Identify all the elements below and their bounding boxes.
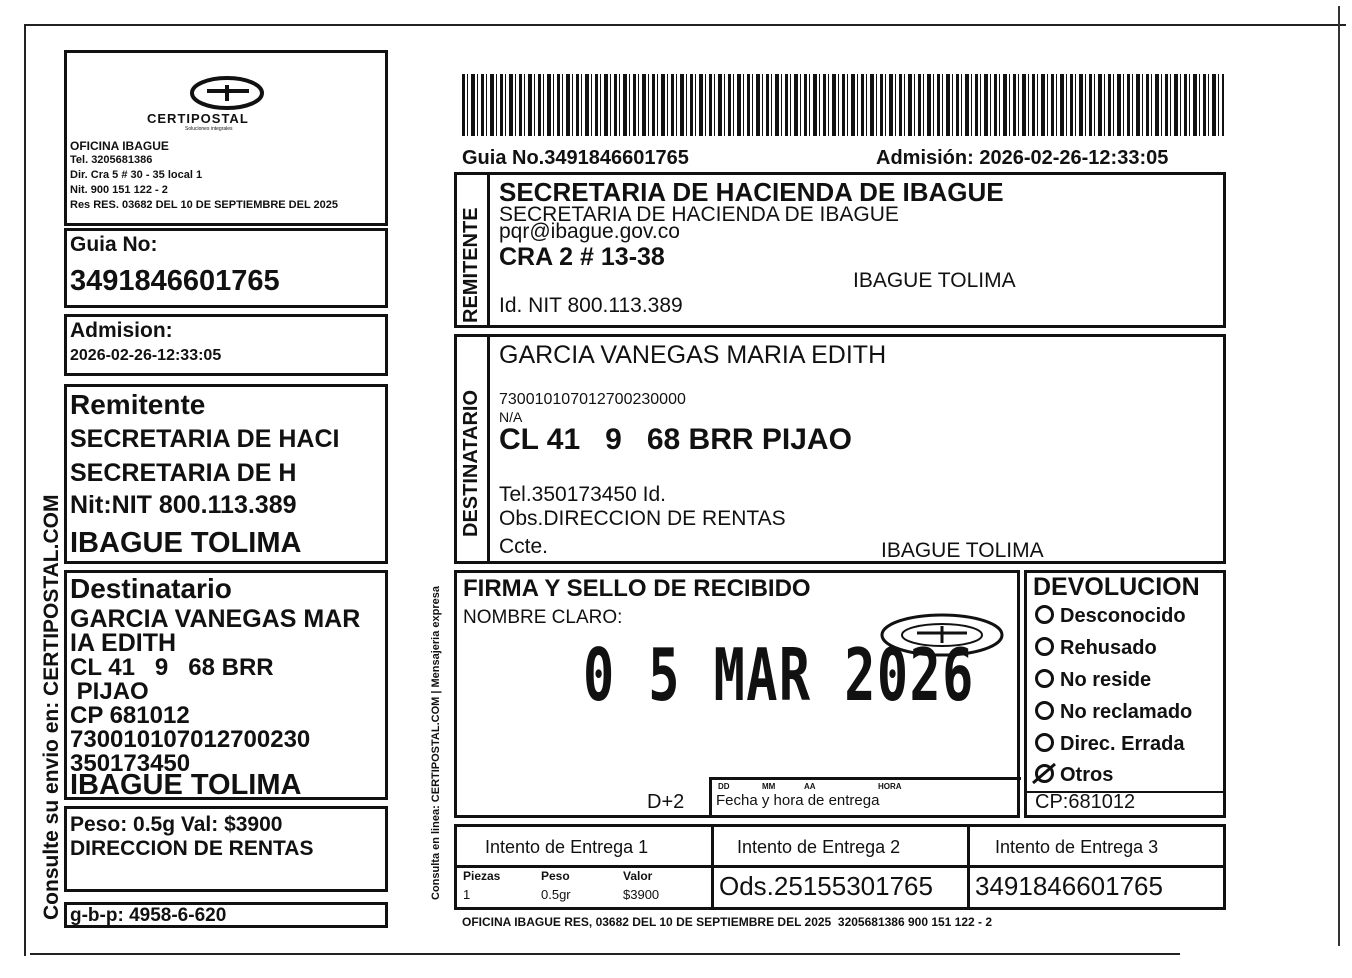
valor-label: Valor (623, 869, 653, 883)
remitente-left-box (64, 384, 388, 564)
peso-label: Peso (541, 869, 570, 883)
admision-box (64, 314, 388, 376)
guia-label: Guia No: (70, 233, 158, 256)
remitente-left-title: Remitente (70, 389, 206, 420)
destinatario-left-line6: 730010107012700230 (70, 726, 311, 753)
peso-box (64, 806, 388, 892)
remitente-box (454, 172, 1226, 328)
certipostal-logo-icon (189, 75, 265, 111)
intentos-guia-number: 3491846601765 (975, 871, 1163, 901)
remitente-id: Id. NIT 800.113.389 (499, 294, 683, 317)
devolucion-box (1024, 570, 1226, 818)
destinatario-left-line5: CP 681012 (70, 702, 190, 729)
remitente-left-line1: SECRETARIA DE HACI (70, 425, 340, 453)
remitente-address: CRA 2 # 13-38 (499, 243, 665, 271)
radio-icon (1035, 733, 1054, 752)
intentos-box (454, 824, 1226, 910)
destinatario-left-line3: CL 41 9 68 BRR (70, 654, 274, 681)
destinatario-left-line7: 350173450 (70, 750, 191, 777)
destinatario-code: 730010107012700230000 (499, 391, 686, 408)
devolucion-cp: CP:681012 (1035, 791, 1136, 813)
consulta-linea-side-text: Consulta en linea: CERTIPOSTAL.COM | Mensajeria expresa (430, 585, 442, 900)
office-dir: Dir. Cra 5 # 30 - 35 local 1 (70, 169, 203, 181)
peso-line1: Peso: 0.5g Val: $3900 (70, 813, 283, 836)
barcode (462, 74, 1224, 136)
devolucion-option-direc-errada[interactable]: Direc. Errada (1035, 733, 1185, 756)
logo-text: CERTIPOSTAL (147, 111, 249, 126)
remitente-name2: SECRETARIA DE HACIENDA DE IBAGUE (499, 203, 899, 226)
bottom-rule (30, 953, 1180, 955)
radio-icon (1035, 637, 1054, 656)
valor-value: $3900 (623, 887, 660, 902)
remitente-email: pqr@ibague.gov.co (499, 220, 680, 243)
header-admision: Admisión: 2026-02-26-12:33:05 (876, 147, 1169, 169)
radio-icon (1035, 701, 1054, 720)
devolucion-title: DEVOLUCION (1033, 573, 1200, 601)
intentos-row-divider (457, 865, 1223, 868)
destinatario-box (454, 334, 1226, 564)
destinatario-tel: Tel.350173450 Id. (499, 483, 666, 506)
devolucion-option-otros[interactable]: Otros (1035, 764, 1113, 787)
devolucion-option-no-reclamado[interactable]: No reclamado (1035, 701, 1192, 724)
remitente-city: IBAGUE TOLIMA (853, 269, 1016, 292)
office-name: OFICINA IBAGUE (70, 139, 169, 153)
remitente-tab-divider (487, 175, 490, 325)
firma-d2: D+2 (647, 791, 685, 813)
piezas-value: 1 (463, 887, 471, 902)
fecha-label: Fecha y hora de entrega (716, 792, 880, 809)
destinatario-left-city: IBAGUE TOLIMA (70, 769, 302, 801)
devolucion-option-desconocido[interactable]: Desconocido (1035, 605, 1186, 628)
intento-2-label: Intento de Entrega 2 (737, 837, 901, 857)
remitente-left-nit: Nit:NIT 800.113.389 (70, 491, 297, 519)
guia-box (64, 228, 388, 308)
destinatario-left-line4: PIJAO (70, 678, 149, 705)
destinatario-na: N/A (499, 409, 523, 425)
destinatario-left-line1: GARCIA VANEGAS MAR (70, 605, 361, 633)
ods-number: Ods.25155301765 (719, 871, 933, 901)
destinatario-obs: Obs.DIRECCION DE RENTAS (499, 507, 786, 530)
devolucion-option-no-reside[interactable]: No reside (1035, 669, 1151, 692)
destinatario-left-title: Destinatario (70, 573, 232, 604)
radio-icon (1035, 669, 1054, 688)
intentos-col-divider-1 (711, 827, 714, 907)
piezas-label: Piezas (463, 869, 501, 883)
intento-3-label: Intento de Entrega 3 (995, 837, 1159, 857)
intento-1-label: Intento de Entrega 1 (485, 837, 649, 857)
remitente-tab: REMITENTE (460, 207, 482, 323)
devolucion-option-rehusado[interactable]: Rehusado (1035, 637, 1157, 660)
fecha-aa: AA (804, 782, 816, 791)
office-res: Res RES. 03682 DEL 10 DE SEPTIEMBRE DEL 2025 (70, 199, 338, 211)
guia-number: 3491846601765 (70, 265, 280, 297)
remitente-name: SECRETARIA DE HACIENDA DE IBAGUE (499, 177, 1004, 207)
gbp-text: g-b-p: 4958-6-620 (70, 905, 227, 926)
destinatario-name: GARCIA VANEGAS MARIA EDITH (499, 341, 887, 369)
peso-value: 0.5gr (541, 887, 571, 902)
remitente-left-line2: SECRETARIA DE H (70, 459, 297, 487)
firma-title: FIRMA Y SELLO DE RECIBIDO (463, 575, 811, 602)
stamp-date: 0 5 MAR 2026 (583, 633, 975, 717)
peso-line2: DIRECCION DE RENTAS (70, 837, 314, 860)
destinatario-left-line2: IA EDITH (70, 629, 177, 657)
destinatario-left-box (64, 570, 388, 800)
right-rule (1338, 6, 1340, 946)
destinatario-ccte: Ccte. (499, 535, 549, 558)
destinatario-tab-divider (487, 337, 490, 561)
fecha-hora: HORA (878, 782, 902, 791)
admision-value: 2026-02-26-12:33:05 (70, 347, 222, 364)
footer-text: OFICINA IBAGUE RES, 03682 DEL 10 DE SEPTIEMBRE DEL 2025 3205681386 900 151 122 - 2 (462, 915, 993, 929)
intentos-col-divider-2 (967, 827, 970, 907)
destinatario-city: IBAGUE TOLIMA (881, 539, 1044, 562)
office-nit: Nit. 900 151 122 - 2 (70, 184, 168, 196)
consulte-side-text: Consulte su envio en: CERTIPOSTAL.COM (40, 494, 63, 920)
office-tel: Tel. 3205681386 (70, 154, 153, 166)
destinatario-tab: DESTINATARIO (460, 389, 482, 537)
destinatario-address: CL 41 9 68 BRR PIJAO (499, 423, 852, 456)
firma-box (454, 570, 1020, 818)
fecha-mm: MM (762, 782, 776, 791)
checkmark-icon (1029, 761, 1059, 787)
radio-icon (1035, 605, 1054, 624)
fecha-box (709, 777, 1021, 815)
firma-nombre: NOMBRE CLARO: (463, 607, 623, 628)
gbp-box (64, 902, 388, 928)
admision-label: Admision: (70, 319, 173, 342)
fecha-dd: DD (718, 782, 730, 791)
logo-tagline: Soluciones integrales (185, 126, 233, 132)
office-box (64, 50, 388, 226)
header-guia: Guia No.3491846601765 (462, 147, 689, 169)
remitente-left-city: IBAGUE TOLIMA (70, 527, 302, 559)
